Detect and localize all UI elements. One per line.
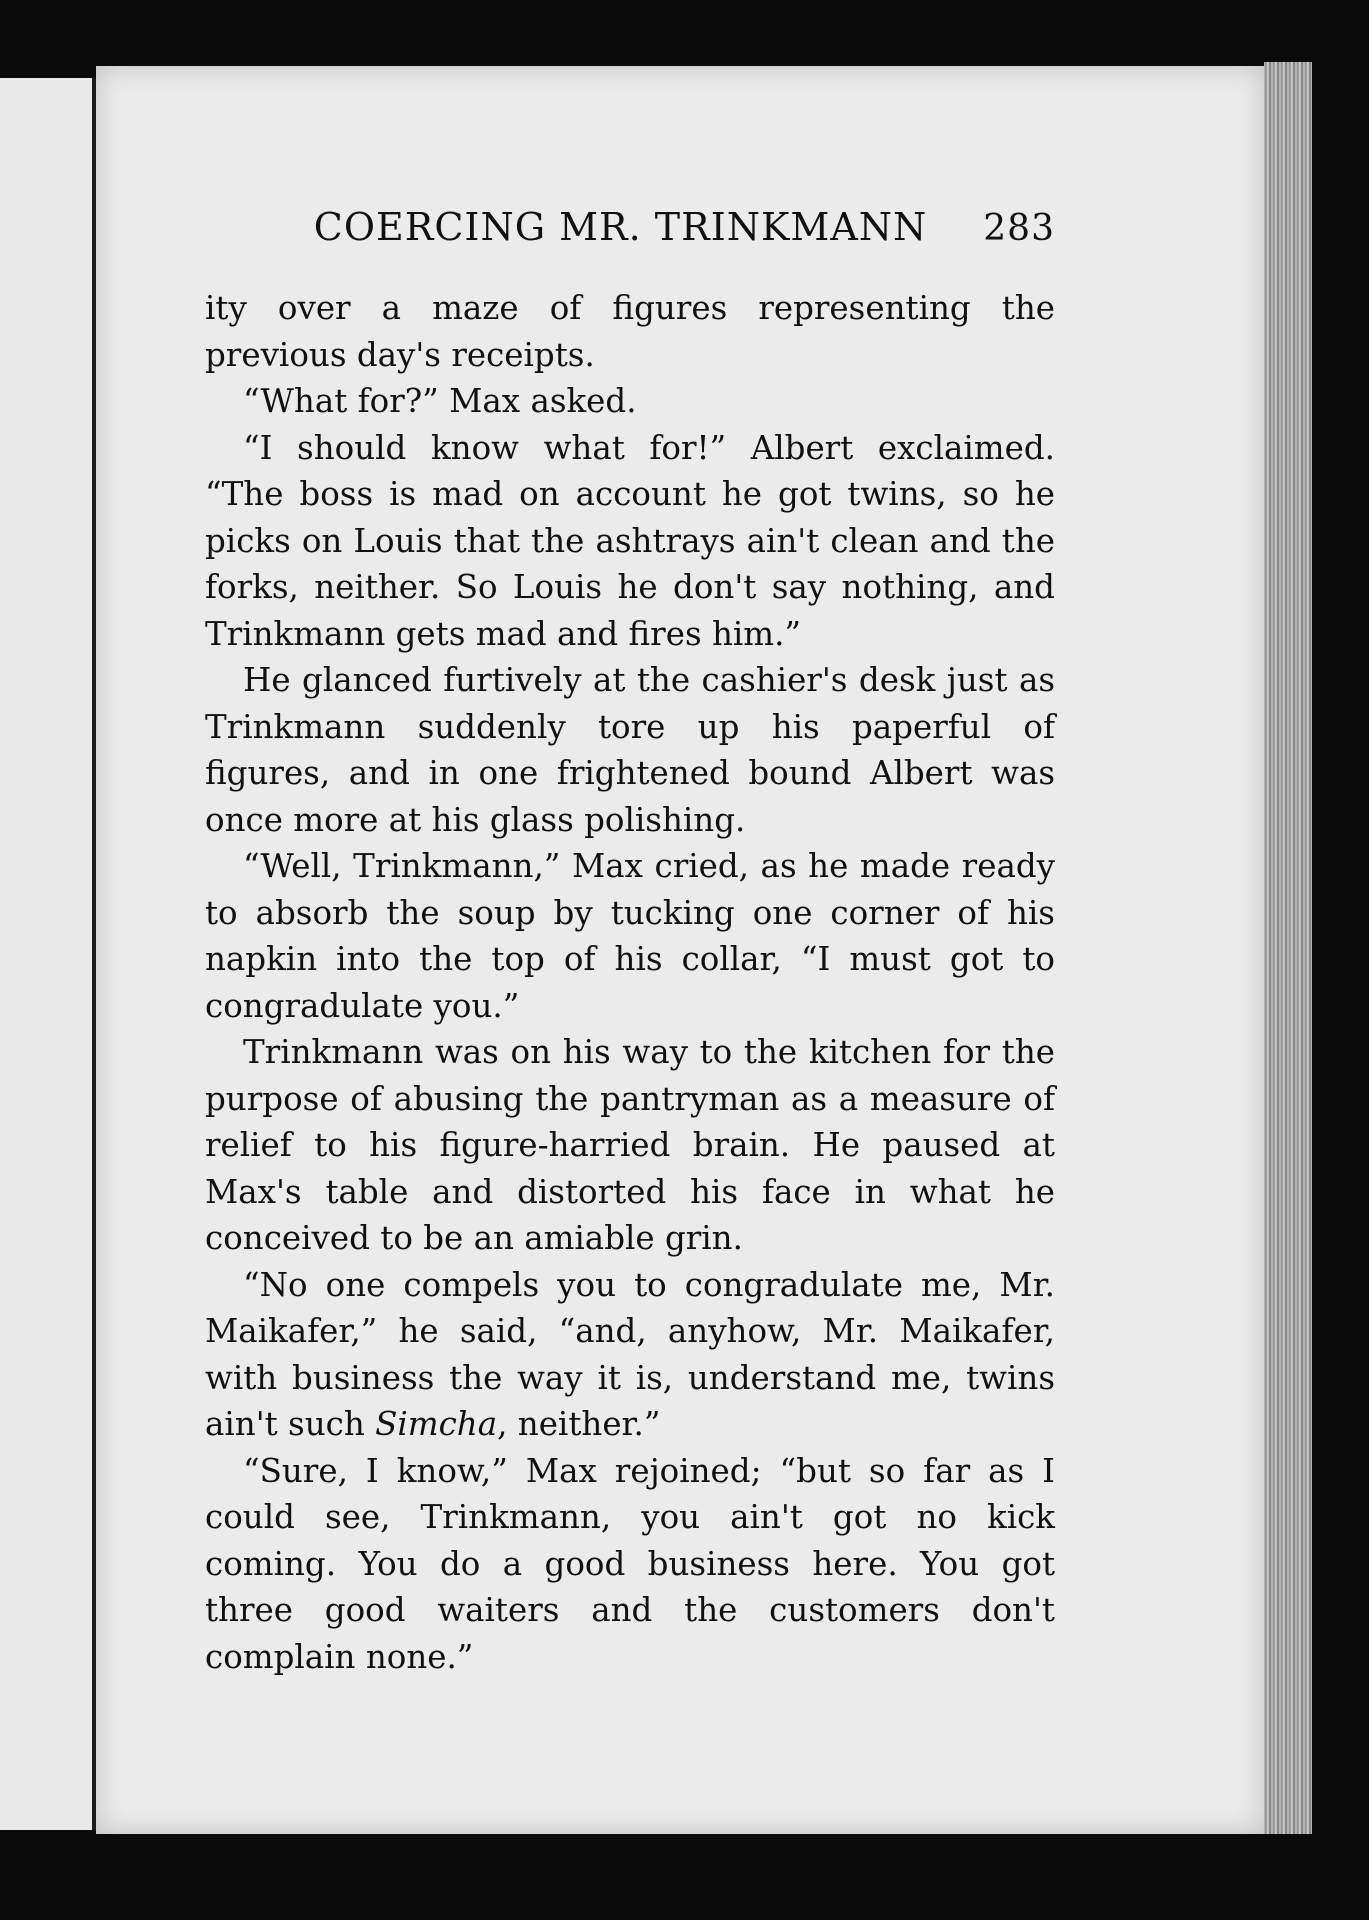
paragraph-text: “No one compels you to congradulate me, Mr. Maikafer,” he said, “and, anyhow, Mr. Maikafer, with business the way it is, understand me, twins ain't such (205, 1265, 1055, 1443)
page-text-block (205, 205, 1055, 1680)
running-title: COERCING MR. TRINKMANN (313, 205, 928, 249)
running-head (205, 205, 1055, 265)
page-stack-edge (1264, 62, 1312, 1834)
paragraph: He glanced furtively at the cashier's desk just as Trinkmann suddenly tore up his paperful of figures, and in one frightened bound Albert was once more at his glass polishing. (205, 661, 1055, 839)
paragraph: “Well, Trinkmann,” Max cried, as he made ready to absorb the soup by tucking one corner of his napkin into the top of his collar, “I must got to congradulate you.” (205, 847, 1055, 1025)
paragraph: ity over a maze of figures representing the previous day's receipts. (205, 289, 1055, 374)
paragraph-text: , neither.” (497, 1405, 661, 1443)
scan-background (1312, 0, 1369, 1920)
paragraph: “Sure, I know,” Max rejoined; “but so far as I could see, Trinkmann, you ain't got no kick coming. You do a good business here. You got three good waiters and the customers don't complain none.” (205, 1451, 1055, 1676)
paragraph: “What for?” Max asked. (243, 382, 637, 420)
page-number: 283 (983, 208, 1055, 249)
facing-page-edge (0, 78, 100, 1830)
paragraph: Trinkmann was on his way to the kitchen for the purpose of abusing the pantryman as a measure of relief to his figure-harried brain. He paused at Max's table and distorted his face in what he conceived to be an amiable grin. (205, 1033, 1055, 1257)
italic-word: Simcha (375, 1405, 498, 1443)
body-text (205, 285, 1055, 1680)
paragraph: “I should know what for!” Albert exclaimed. “The boss is mad on account he got twins, so he picks on Louis that the ashtrays ain't clean and the forks, neither. So Louis he don't say nothing, and Trinkmann gets mad and fires him.” (205, 428, 1055, 653)
paragraph (205, 1262, 1055, 1448)
